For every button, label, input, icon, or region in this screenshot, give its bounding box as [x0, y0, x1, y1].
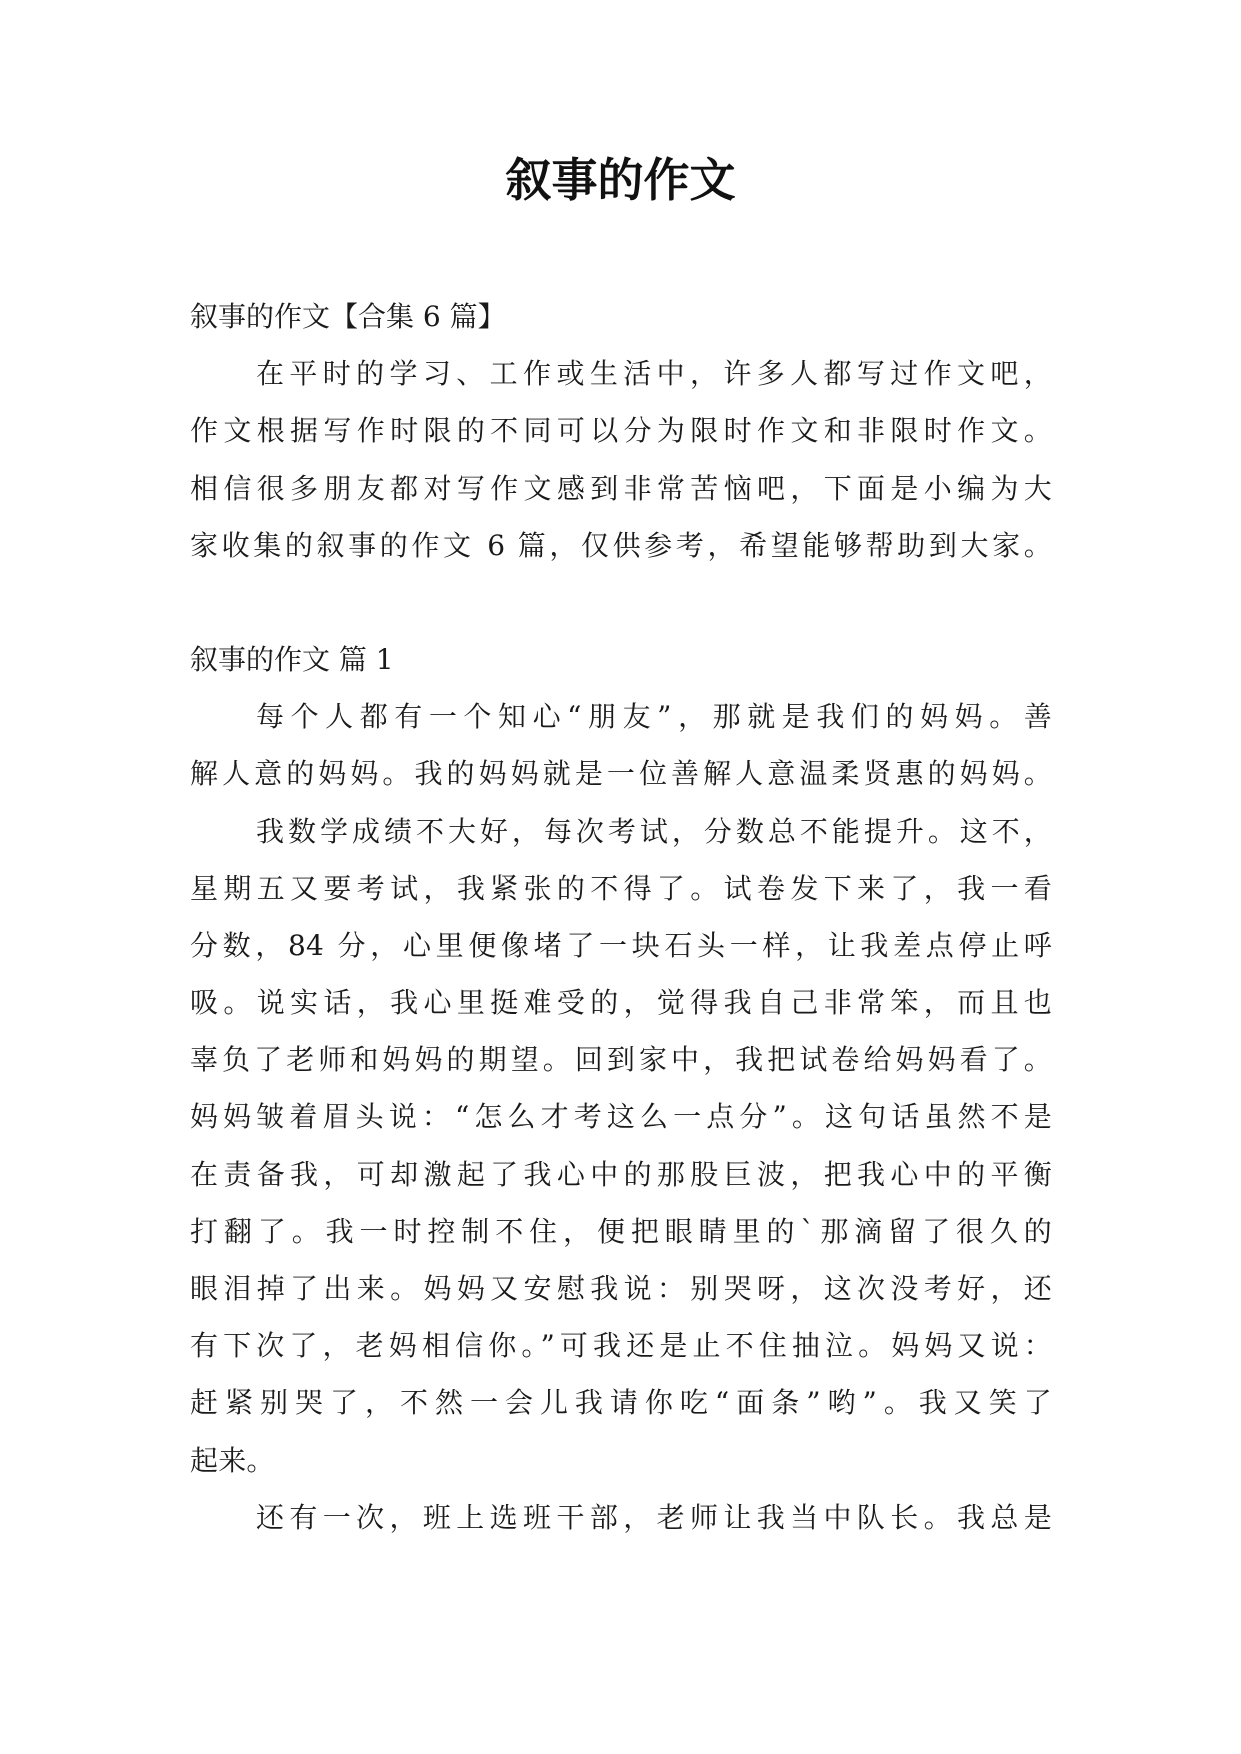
text-line: 辜负了老师和妈妈的期望。回到家中，我把试卷给妈妈看了。 — [190, 1043, 1052, 1077]
text-line: 吸。说实话，我心里挺难受的，觉得我自己非常笨，而且也 — [190, 986, 1052, 1020]
collection-heading: 叙事的作文【合集 6 篇】 — [190, 300, 506, 333]
text-line: 妈妈皱着眉头说：“怎么才考这么一点分”。这句话虽然不是 — [190, 1100, 1052, 1134]
text-line: 眼泪掉了出来。妈妈又安慰我说：别哭呀，这次没考好，还 — [190, 1272, 1052, 1305]
document-title: 叙事的作文 — [505, 153, 736, 207]
text-line: 解人意的妈妈。我的妈妈就是一位善解人意温柔贤惠的妈妈。 — [190, 757, 1052, 791]
text-line: 每个人都有一个知心“朋友”，那就是我们的妈妈。善 — [256, 700, 1052, 734]
text-line: 起来。 — [190, 1443, 275, 1477]
text-line: 赶紧别哭了，不然一会儿我请你吃“面条”哟”。我又笑了 — [190, 1386, 1052, 1420]
paragraph-1 — [190, 688, 1052, 802]
text-line: 作文根据写作时限的不同可以分为限时作文和非限时作文。 — [190, 414, 1052, 448]
text-line: 我数学成绩不大好，每次考试，分数总不能提升。这不， — [256, 814, 1052, 848]
text-line: 还有一次，班上选班干部，老师让我当中队长。我总是 — [256, 1500, 1052, 1534]
text-line: 在平时的学习、工作或生活中，许多人都写过作文吧， — [256, 357, 1052, 391]
document-body — [190, 288, 1052, 1546]
text-line: 在责备我，可却激起了我心中的那股巨波，把我心中的平衡 — [190, 1157, 1052, 1191]
text-line: 打翻了。我一时控制不住，便把眼睛里的`那滴留了很久的 — [190, 1214, 1052, 1248]
text-line: 分数，84 分，心里便像堵了一块石头一样，让我差点停止呼 — [190, 928, 1052, 962]
article-heading: 叙事的作文 篇 1 — [190, 642, 394, 676]
paragraph-2 — [190, 803, 1052, 1489]
section-gap — [190, 574, 1052, 631]
text-line: 有下次了，老妈相信你。”可我还是止不住抽泣。妈妈又说： — [190, 1329, 1052, 1363]
text-line: 星期五又要考试，我紧张的不得了。试卷发下来了，我一看 — [190, 871, 1052, 905]
paragraph-3 — [190, 1489, 1052, 1546]
text-line: 相信很多朋友都对写作文感到非常苦恼吧，下面是小编为大 — [190, 471, 1052, 505]
intro-paragraph — [190, 345, 1052, 574]
text-line: 家收集的叙事的作文 6 篇，仅供参考，希望能够帮助到大家。 — [190, 528, 1052, 562]
